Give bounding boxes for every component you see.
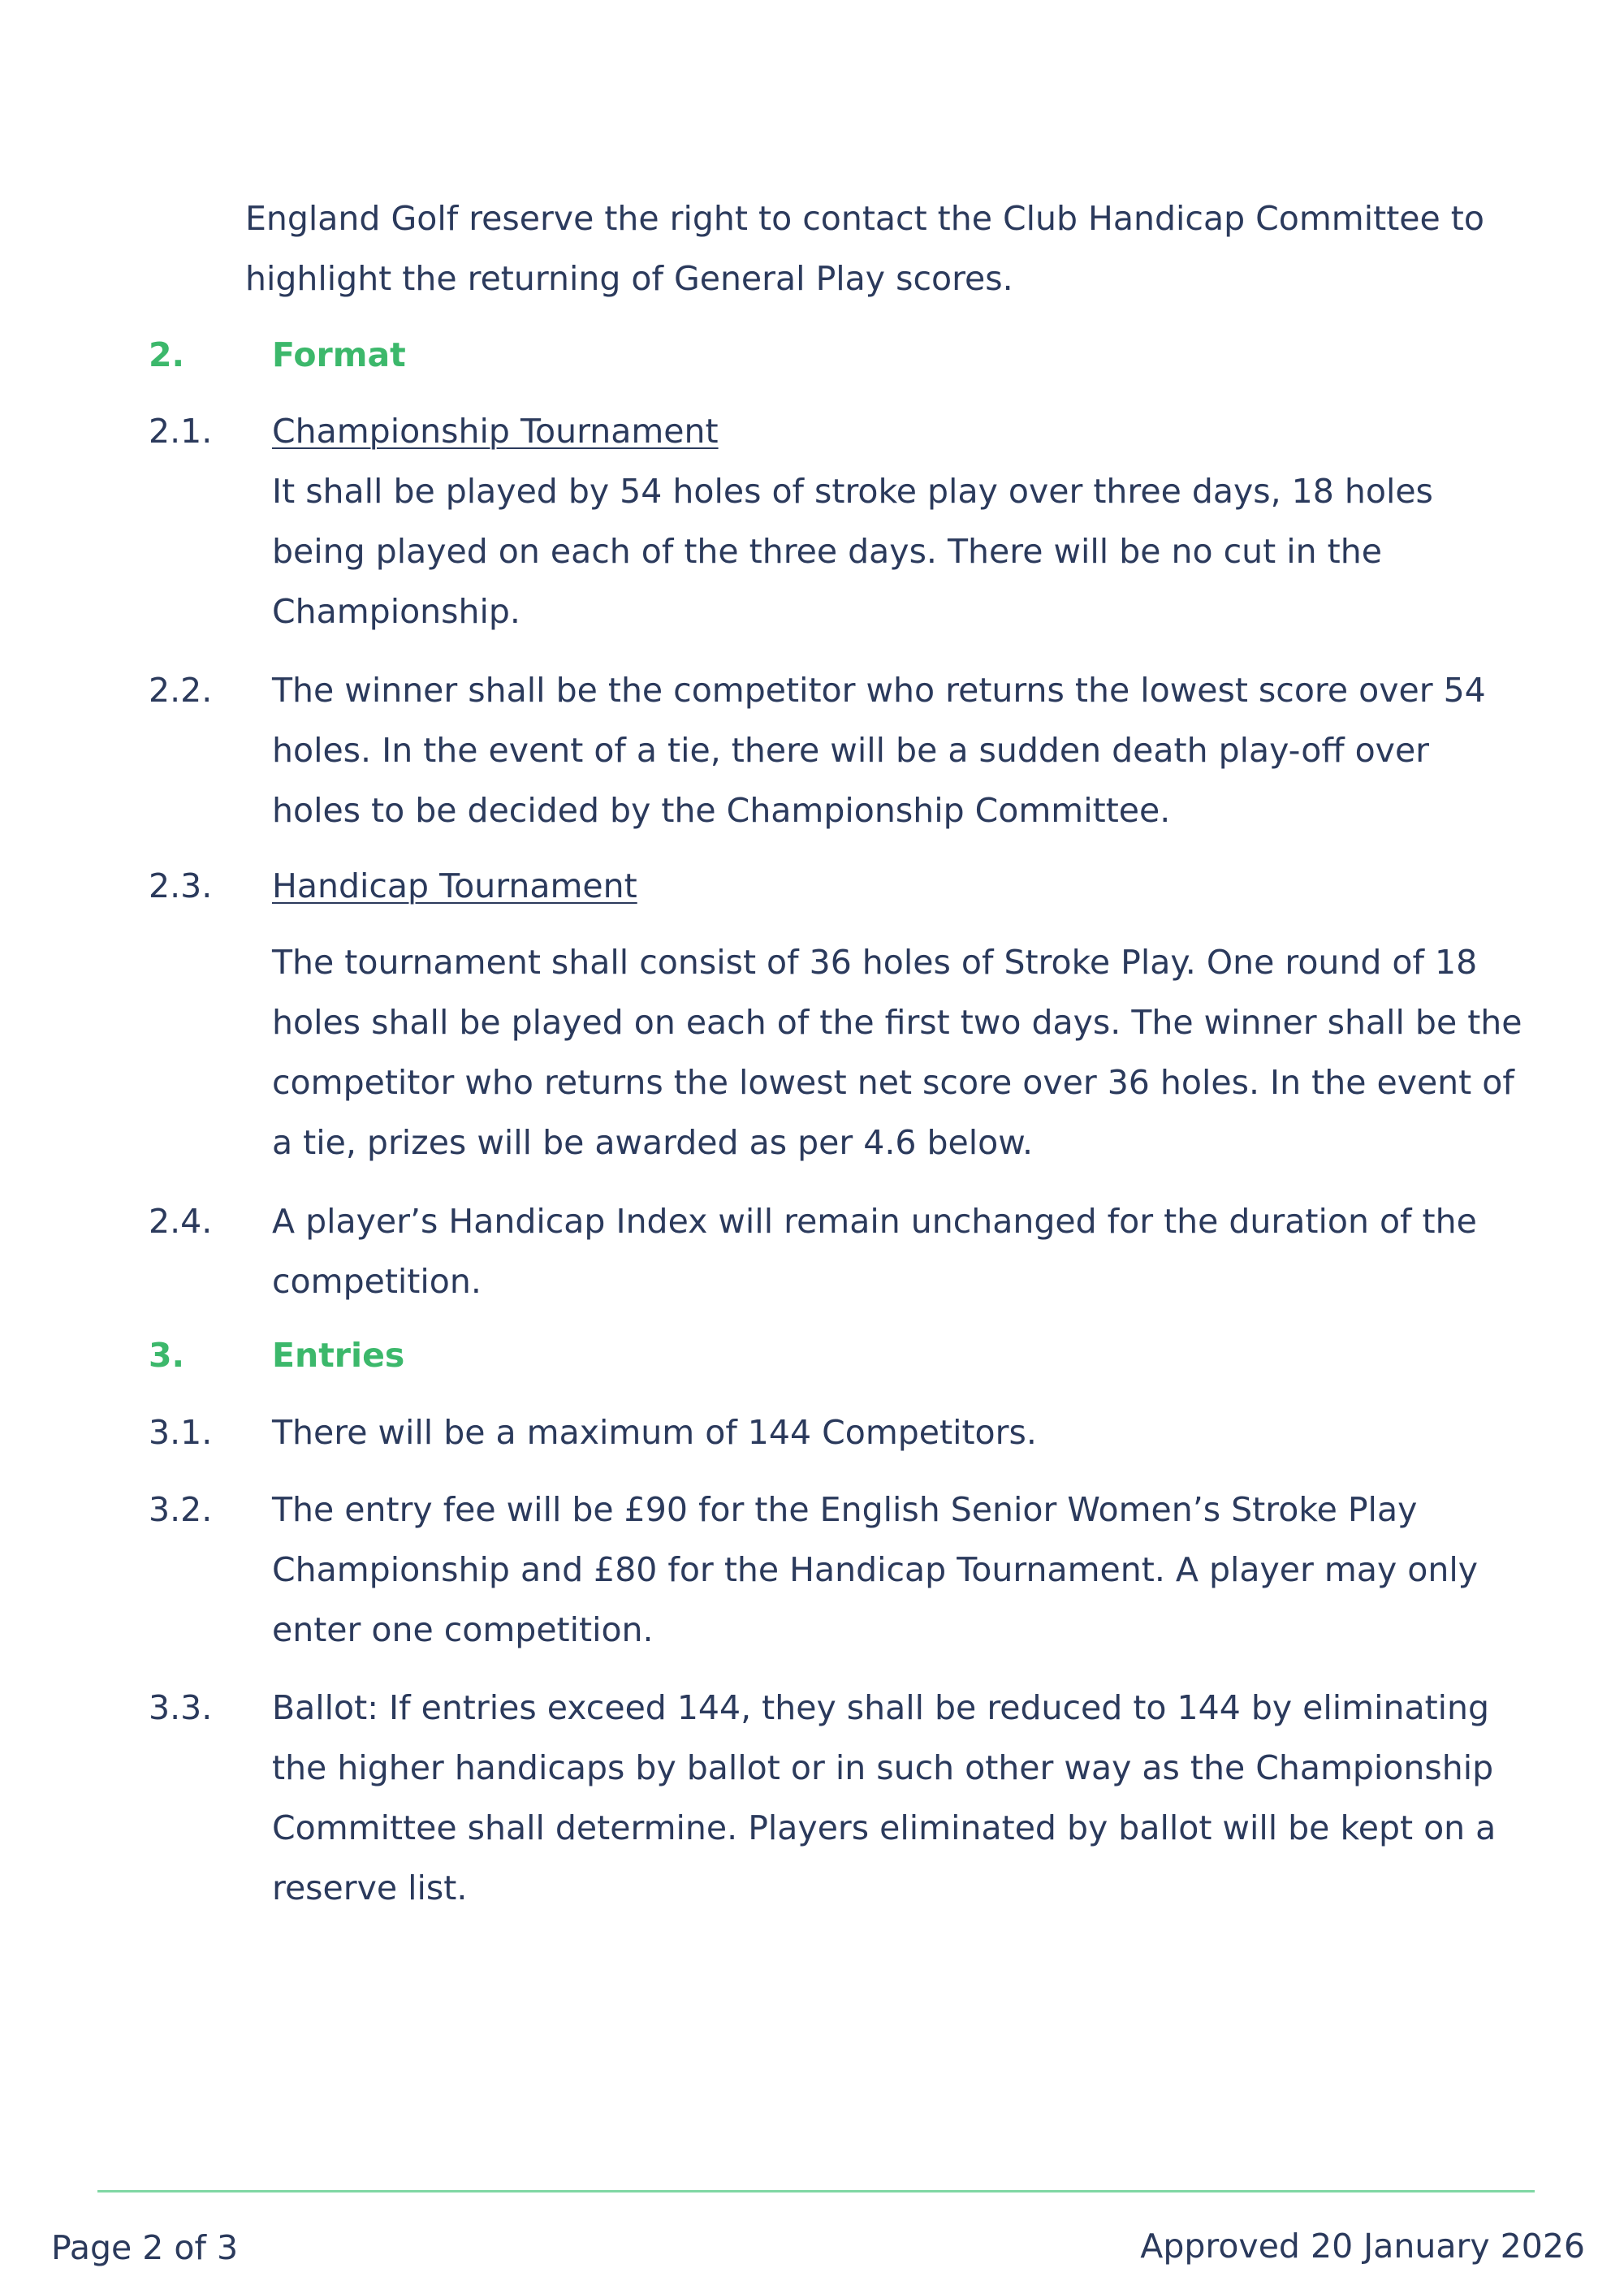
clause-number: 3.2. bbox=[149, 1490, 213, 1529]
clause-subheading: Handicap Tournament bbox=[272, 866, 637, 905]
intro-paragraph: England Golf reserve the right to contact the Club Handicap Committee to highlight the returning of General Play scores. bbox=[245, 199, 1484, 298]
clause-number: 2.1. bbox=[149, 412, 213, 451]
page-number: Page 2 of 3 bbox=[51, 2228, 239, 2267]
section-title: Format bbox=[272, 335, 406, 374]
section-number: 2. bbox=[149, 335, 185, 374]
footer-divider bbox=[97, 2190, 1535, 2192]
clause-text: The tournament shall consist of 36 holes of Stroke Play. One round of 18 holes shall be played on each of the first two days. The winner shall be the competitor who returns the lowest net score over 36 holes. In the event of a tie, prizes will be awarded as per 4.6 below. bbox=[272, 943, 1522, 1162]
clause-text: Ballot: If entries exceed 144, they shall be reduced to 144 by eliminating the higher handicaps by ballot or in such other way as the Championship Committee shall determine. Players eliminated by ballot will be kept on a reserve list. bbox=[272, 1688, 1497, 1907]
clause-number: 3.3. bbox=[149, 1688, 213, 1727]
clause-text: There will be a maximum of 144 Competitors. bbox=[272, 1413, 1037, 1452]
approval-date: Approved 20 January 2026 bbox=[1140, 2227, 1585, 2266]
clause-number: 3.1. bbox=[149, 1413, 213, 1452]
clause-text: A player’s Handicap Index will remain unchanged for the duration of the competition. bbox=[272, 1202, 1477, 1301]
clause-subheading: Championship Tournament bbox=[272, 412, 719, 451]
clause-text: The winner shall be the competitor who returns the lowest score over 54 holes. In the event of a tie, there will be a sudden death play-off over holes to be decided by the Championship Committee. bbox=[272, 671, 1486, 830]
clause-number: 2.4. bbox=[149, 1202, 213, 1241]
section-number: 3. bbox=[149, 1336, 185, 1375]
section-title: Entries bbox=[272, 1336, 405, 1375]
clause-number: 2.3. bbox=[149, 866, 213, 905]
clause-text: The entry fee will be £90 for the English Senior Women’s Stroke Play Championship and £80 for the Handicap Tournament. A player may only enter one competition. bbox=[272, 1490, 1478, 1649]
clause-text: It shall be played by 54 holes of stroke play over three days, 18 holes being played on each of the three days. There will be no cut in the Championship. bbox=[272, 472, 1433, 631]
clause-number: 2.2. bbox=[149, 671, 213, 710]
